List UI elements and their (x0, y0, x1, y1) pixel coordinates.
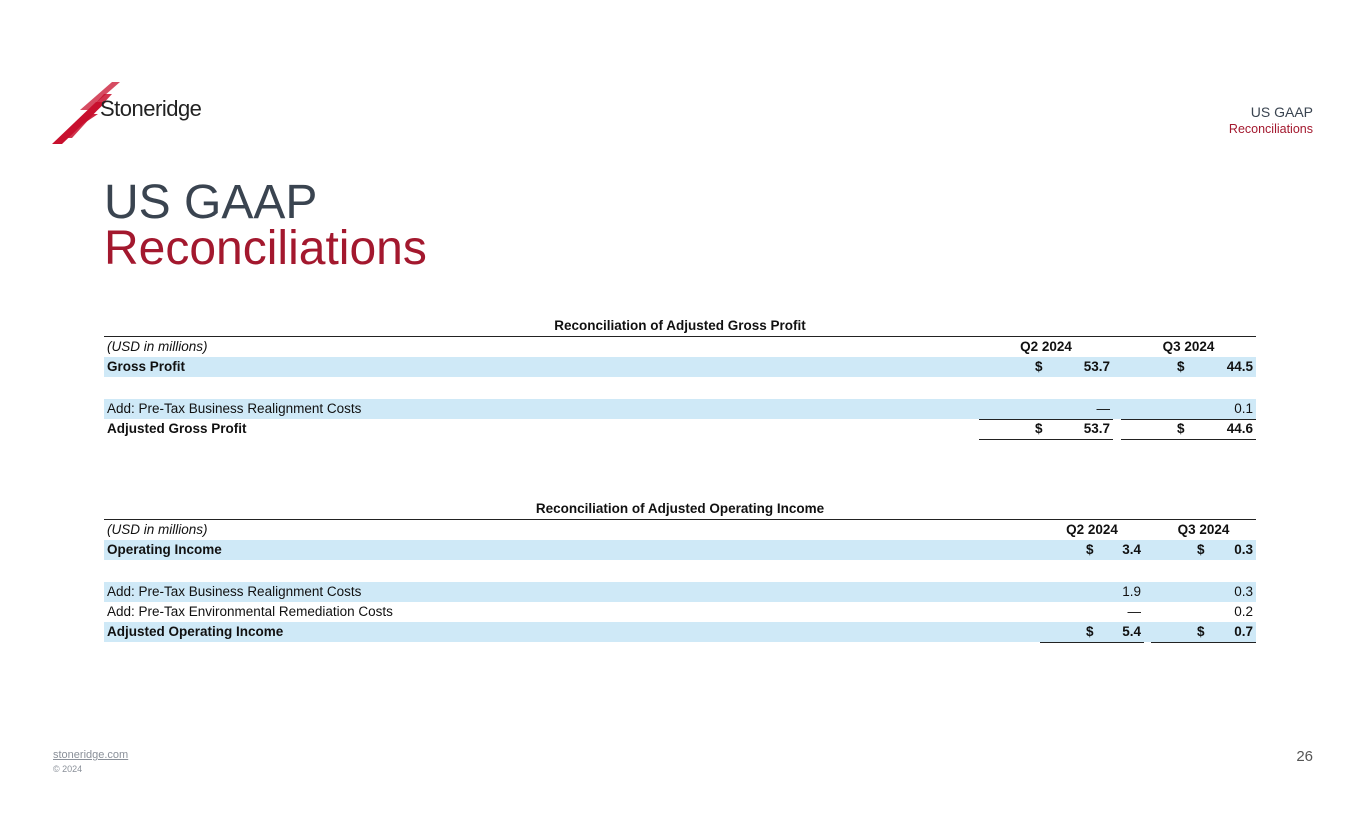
table-row (104, 602, 1256, 622)
logo-wordmark: Stoneridge (100, 96, 202, 121)
section-tag-title: US GAAP (1250, 104, 1313, 120)
cell-q3 (1121, 419, 1256, 440)
table-caption: Reconciliation of Adjusted Operating Income (104, 499, 1256, 520)
cell-value: 53.7 (1083, 421, 1110, 436)
cell-value: — (1127, 604, 1141, 619)
cell-value: — (1096, 401, 1110, 416)
cell-q2 (1040, 582, 1144, 602)
table-header-row (104, 520, 1256, 540)
cell-value: 53.7 (1083, 359, 1110, 374)
column-header-q2: Q2 2024 (1040, 520, 1144, 541)
cell-q3 (1121, 399, 1256, 420)
row-label: Add: Pre-Tax Business Realignment Costs (107, 584, 362, 599)
currency-symbol: $ (1086, 624, 1094, 639)
table-row (104, 419, 1256, 439)
cell-q3 (1151, 582, 1256, 602)
cell-value: 0.3 (1234, 584, 1253, 599)
page-title-line1: US GAAP (104, 176, 318, 229)
operating-income-table (104, 499, 1256, 642)
table-row (104, 357, 1256, 377)
table-header-row (104, 337, 1256, 357)
column-header-q3: Q3 2024 (1151, 520, 1256, 541)
page-title-line2: Reconciliations (104, 222, 427, 275)
table-row (104, 622, 1256, 642)
currency-symbol: $ (1197, 624, 1205, 639)
cell-q3 (1121, 357, 1256, 377)
cell-value: 0.7 (1234, 624, 1253, 639)
unit-label: (USD in millions) (107, 339, 208, 354)
row-label: Gross Profit (107, 359, 186, 374)
table-row (104, 582, 1256, 602)
section-tag (1229, 104, 1313, 137)
cell-value: 3.4 (1122, 542, 1141, 557)
currency-symbol: $ (1197, 542, 1205, 557)
row-label: Add: Pre-Tax Business Realignment Costs (107, 401, 362, 416)
cell-q2 (1040, 540, 1144, 560)
cell-value: 44.5 (1226, 359, 1253, 374)
website-link[interactable]: stoneridge.com (53, 749, 129, 761)
currency-symbol: $ (1035, 421, 1043, 436)
cell-q3 (1151, 602, 1256, 623)
currency-symbol: $ (1177, 359, 1185, 374)
table-row (104, 540, 1256, 560)
cell-q2 (1040, 622, 1144, 643)
column-header-q3: Q3 2024 (1121, 337, 1256, 358)
page-title (104, 176, 427, 275)
currency-symbol: $ (1086, 542, 1094, 557)
row-label: Add: Pre-Tax Environmental Remediation Costs (107, 604, 393, 619)
cell-q2 (979, 357, 1113, 377)
currency-symbol: $ (1035, 359, 1043, 374)
cell-value: 0.3 (1234, 542, 1253, 557)
cell-q2 (979, 419, 1113, 440)
page-number: 26 (1296, 748, 1313, 765)
row-label: Adjusted Gross Profit (107, 421, 247, 436)
cell-q3 (1151, 540, 1256, 560)
gross-profit-table (104, 316, 1256, 439)
cell-q3 (1151, 622, 1256, 643)
cell-value: 1.9 (1122, 584, 1141, 599)
cell-q2 (1040, 602, 1144, 623)
currency-symbol: $ (1177, 421, 1185, 436)
table-caption: Reconciliation of Adjusted Gross Profit (104, 316, 1256, 337)
column-header-q2: Q2 2024 (979, 337, 1113, 358)
table-row (104, 399, 1256, 419)
row-label: Operating Income (107, 542, 222, 557)
copyright: © 2024 (53, 764, 83, 774)
unit-label: (USD in millions) (107, 522, 208, 537)
cell-q2 (979, 399, 1113, 420)
cell-value: 0.1 (1234, 401, 1253, 416)
row-label: Adjusted Operating Income (107, 624, 284, 639)
section-tag-subtitle: Reconciliations (1228, 122, 1313, 136)
cell-value: 5.4 (1122, 624, 1141, 639)
cell-value: 0.2 (1234, 604, 1253, 619)
cell-value: 44.6 (1226, 421, 1253, 436)
